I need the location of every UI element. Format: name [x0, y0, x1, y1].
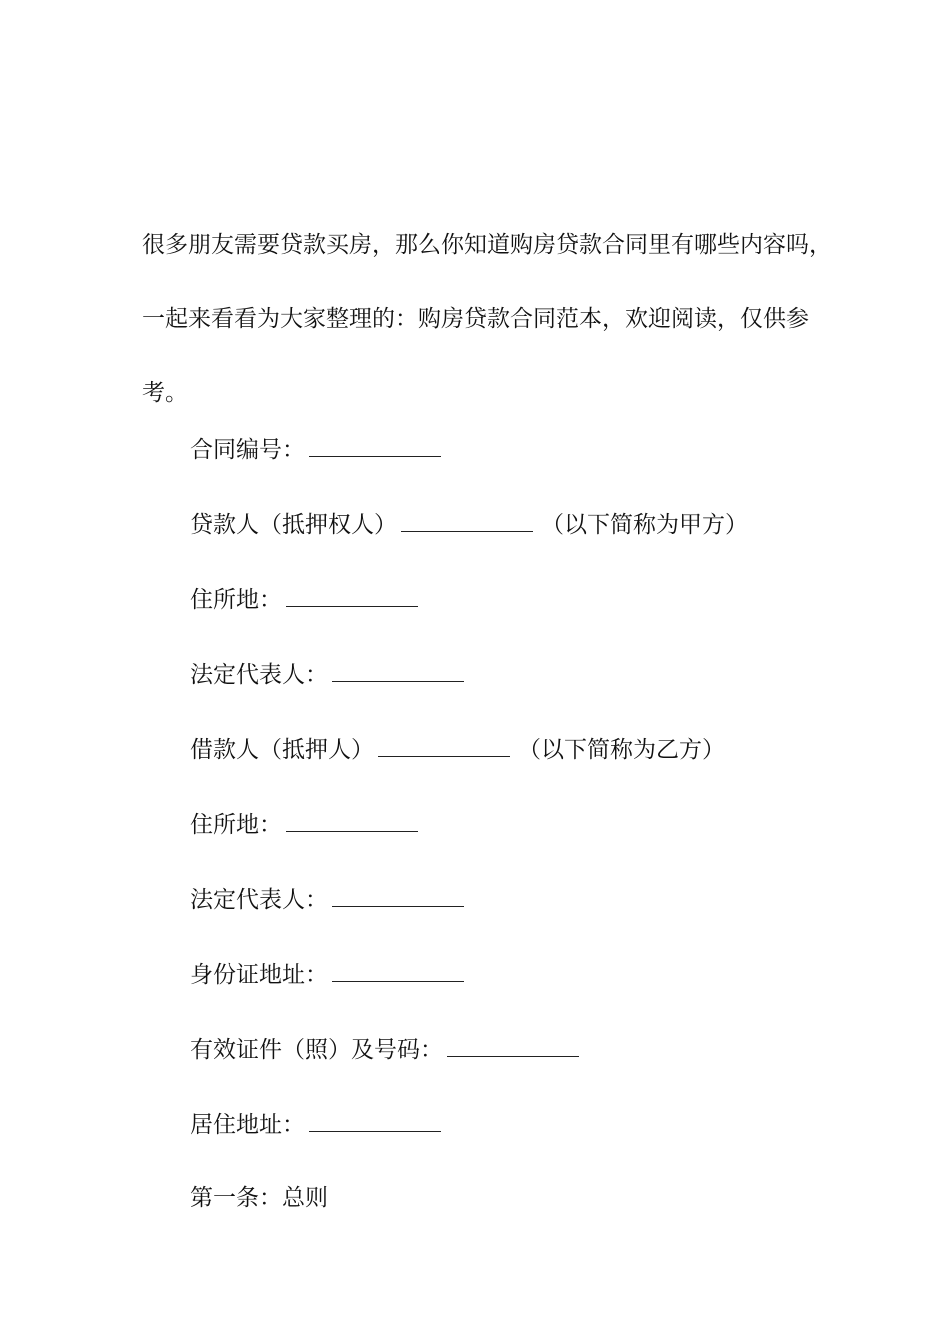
lender-representative-blank [332, 659, 464, 682]
id-number-label: 有效证件（照）及号码： [190, 1037, 443, 1063]
intro-line-2: 一起来看看为大家整理的：购房贷款合同范本，欢迎阅读，仅供参 [142, 306, 809, 332]
residence-blank [309, 1109, 441, 1132]
borrower-address-blank [286, 809, 418, 832]
residence-label: 居住地址： [190, 1112, 305, 1138]
contract-number-blank [309, 434, 441, 457]
borrower-note: （以下简称为乙方） [518, 737, 725, 763]
borrower-address-field [190, 805, 424, 845]
borrower-representative-label: 法定代表人： [190, 887, 328, 913]
article-1-heading [190, 1178, 328, 1218]
borrower-representative-blank [332, 884, 464, 907]
residence-field [190, 1105, 447, 1145]
borrower-blank [378, 734, 510, 757]
contract-number-field [190, 430, 447, 470]
contract-number-label: 合同编号： [190, 437, 305, 463]
intro-paragraph [142, 208, 832, 430]
id-number-blank [447, 1034, 579, 1057]
id-number-field [190, 1030, 585, 1070]
borrower-address-label: 住所地： [190, 812, 282, 838]
borrower-field [190, 730, 725, 770]
intro-line-3: 考。 [142, 380, 188, 406]
lender-address-field [190, 580, 424, 620]
lender-note: （以下简称为甲方） [541, 512, 748, 538]
id-address-blank [332, 959, 464, 982]
lender-representative-field [190, 655, 470, 695]
borrower-representative-field [190, 880, 470, 920]
intro-line-1: 很多朋友需要贷款买房，那么你知道购房贷款合同里有哪些内容吗， [142, 232, 832, 258]
lender-address-label: 住所地： [190, 587, 282, 613]
lender-label: 贷款人（抵押权人） [190, 512, 397, 538]
lender-blank [401, 509, 533, 532]
lender-representative-label: 法定代表人： [190, 662, 328, 688]
lender-field [190, 505, 748, 545]
id-address-label: 身份证地址： [190, 962, 328, 988]
id-address-field [190, 955, 470, 995]
lender-address-blank [286, 584, 418, 607]
article-1-label: 第一条：总则 [190, 1185, 328, 1211]
borrower-label: 借款人（抵押人） [190, 737, 374, 763]
